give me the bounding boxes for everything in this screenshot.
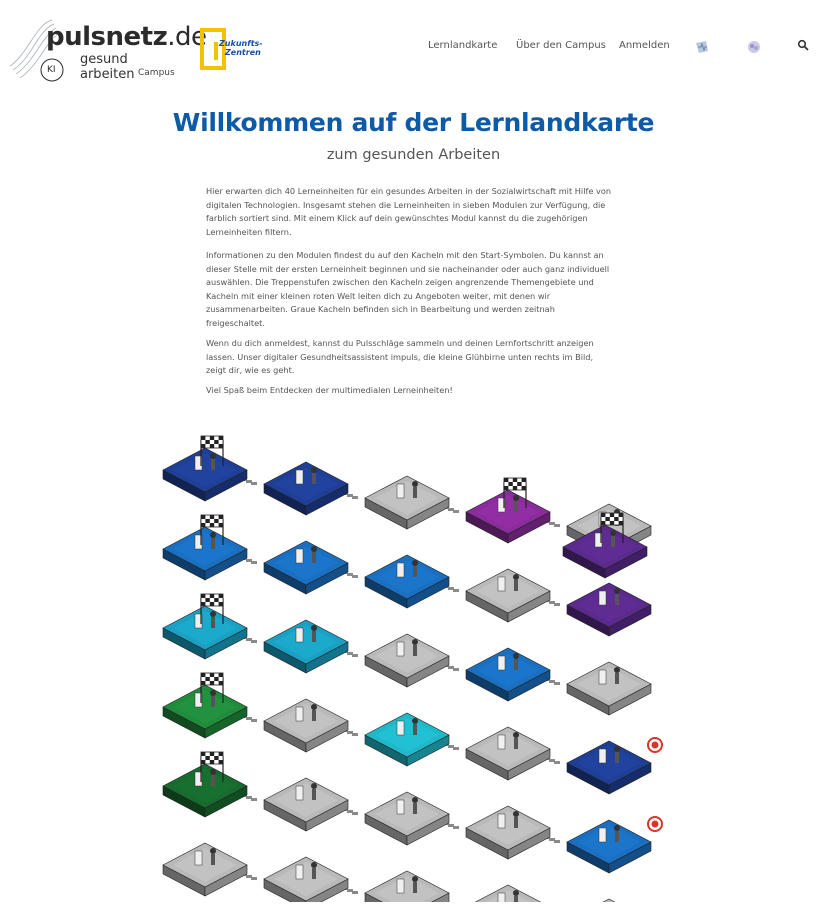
intro-line: lassen. Unser digitaler Gesundheitsassistent impuls, die kleine Glühbirne unten rechts im Bild,: [206, 351, 594, 362]
brain-badge-icon[interactable]: [745, 38, 763, 56]
partner-world-icon: [648, 817, 662, 831]
intro-line: digitalen Technologien. Insgesamt stehen die Lerneinheiten in sieben Modulen zur Verfügung, die: [206, 199, 606, 210]
lerneinheit-tile[interactable]: [466, 806, 550, 859]
intro-line: Lerneinheiten filtern.: [206, 226, 292, 237]
intro-line: Hier erwarten dich 40 Lerneinheiten für ein gesundes Arbeiten in der Sozialwirtschaft mit Hilfe von: [206, 186, 612, 196]
lerneinheit-tile[interactable]: [365, 871, 449, 902]
page-title: Willkommen auf der Lernlandkarte: [172, 108, 655, 137]
lerneinheit-tile[interactable]: [264, 699, 348, 752]
lerneinheit-tile[interactable]: [264, 541, 348, 594]
lernlandkarte-map: [150, 432, 677, 902]
site-header: [0, 0, 827, 100]
lerneinheit-tile[interactable]: [567, 817, 662, 873]
nav-anmelden[interactable]: Anmelden: [619, 40, 670, 51]
logo-tagline: gesund arbeiten: [80, 52, 135, 82]
intro-line: Informationen zu den Modulen findest du auf den Kacheln mit den Start-Symbolen. Du kannst an: [206, 250, 604, 260]
partner-logo-line1: Zukunfts-: [219, 39, 263, 48]
lerneinheit-tile[interactable]: [163, 436, 247, 501]
search-icon[interactable]: [797, 39, 809, 51]
intro-line: Kacheln mit einer kleinen roten Welt leiten dich zu Angeboten weiter, mit denen wir: [206, 290, 551, 301]
page-subtitle: zum gesunden Arbeiten: [326, 147, 501, 163]
lerneinheit-tile[interactable]: [567, 583, 651, 636]
lerneinheit-tile[interactable]: [365, 792, 449, 845]
lerneinheit-tile[interactable]: [567, 738, 662, 794]
intro-line: zusammenarbeiten. Graue Kacheln befinden sich in Bearbeitung und werden zeitnah: [206, 304, 555, 315]
lerneinheit-tile[interactable]: [466, 569, 550, 622]
lerneinheit-tile[interactable]: [264, 462, 348, 515]
intro-line: farblich sortiert sind. Mit einem Klick auf dein gewünschtes Modul kannst du die zugehörigen: [206, 213, 588, 224]
lerneinheit-tile[interactable]: [365, 555, 449, 608]
lerneinheit-tile[interactable]: [365, 634, 449, 687]
lerneinheit-tile[interactable]: [365, 713, 449, 766]
lerneinheit-tile[interactable]: [466, 885, 550, 902]
logo-campus: Campus: [138, 68, 175, 78]
partner-world-icon: [648, 738, 662, 752]
intro-paragraph-1: [206, 185, 621, 239]
intro-line: auswählen. Die Treppenstufen zwischen den Kacheln zeigen angrenzende Themengebiete und: [206, 277, 594, 288]
nav-lernlandkarte[interactable]: Lernlandkarte: [428, 40, 498, 51]
lerneinheit-tile[interactable]: [264, 857, 348, 902]
nav-ueber-den-campus[interactable]: Über den Campus: [516, 40, 606, 51]
lerneinheit-tile[interactable]: [163, 515, 247, 580]
lerneinheit-tile[interactable]: [264, 620, 348, 673]
logo-tld: .de: [167, 22, 207, 52]
lerneinheit-tile[interactable]: [466, 478, 550, 543]
partner-logo-line2: Zentren: [225, 48, 261, 57]
intro-line: freigeschaltet.: [206, 317, 265, 328]
pulsnetz-logo[interactable]: [8, 14, 207, 86]
intro-paragraph-3: [206, 337, 621, 378]
lerneinheit-tile[interactable]: [163, 594, 247, 659]
lerneinheit-tile[interactable]: [163, 752, 247, 817]
lerneinheit-tile[interactable]: [163, 843, 247, 896]
intro-paragraph-2: [206, 249, 621, 331]
intro-line: dieser Stelle mit der ersten Lerneinheit beginnen und sie nacheinander oder auch ganz individuell: [206, 263, 610, 274]
lerneinheit-tile[interactable]: [163, 673, 247, 738]
intro-paragraph-4: [206, 384, 621, 398]
lerneinheit-tile[interactable]: [264, 778, 348, 831]
logo-name: pulsnetz: [46, 22, 168, 52]
lerneinheit-tile[interactable]: [567, 662, 651, 715]
lerneinheit-tile[interactable]: [466, 727, 550, 780]
intro-line: Viel Spaß beim Entdecken der multimedialen Lerneinheiten!: [206, 385, 453, 395]
intro-line: zeigt dir, wie es geht.: [206, 365, 295, 376]
lerneinheit-tile[interactable]: [567, 899, 651, 902]
zukunftszentren-logo[interactable]: [200, 28, 263, 70]
logo-ki: KI: [47, 65, 56, 75]
lerneinheit-tile[interactable]: [365, 476, 449, 529]
lerneinheit-tile[interactable]: [466, 648, 550, 701]
pulse-badge-icon[interactable]: [693, 38, 711, 56]
intro-line: Wenn du dich anmeldest, kannst du Pulsschläge sammeln und deinen Lernfortschritt anzeigen: [206, 338, 594, 348]
